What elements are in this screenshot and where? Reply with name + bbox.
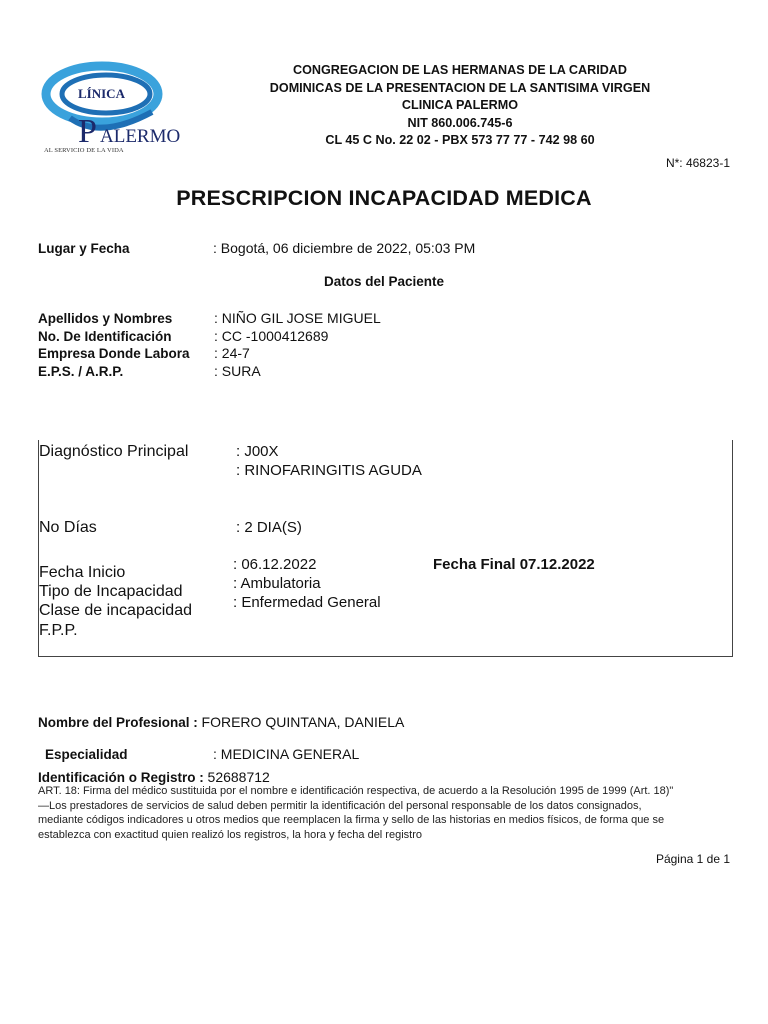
patient-employer-label: Empresa Donde Labora <box>38 346 190 361</box>
start-date-value: : 06.12.2022 <box>233 556 317 573</box>
legal-line: —Los prestadores de servicios de salud deben permitir la identificación del personal responsable de los datos consignados, <box>38 799 642 812</box>
legal-line: ART. 18: Firma del médico sustituida por el nombre e identificación respectiva, de acuerdo a la Resolución 1995 de 1999 (Art. 18)" <box>38 785 674 797</box>
incapacity-class-label: Clase de incapacidad <box>39 602 192 619</box>
incapacity-class-value: : Enfermedad General <box>233 594 381 611</box>
header-line-address: CL 45 C No. 22 02 - PBX 573 77 77 - 742 98 60 <box>325 133 595 147</box>
document-number: N*: 46823-1 <box>665 156 730 170</box>
patient-employer-value: : 24-7 <box>214 345 250 361</box>
professional-id-label: Identificación o Registro : <box>38 770 204 785</box>
header-line-congregation: CONGREGACION DE LAS HERMANAS DE LA CARIDAD <box>293 63 627 77</box>
place-date-value: : Bogotá, 06 diciembre de 2022, 05:03 PM <box>213 240 476 256</box>
header-line-clinic: CLINICA PALERMO <box>401 98 519 112</box>
header-line-dominicas: DOMINICAS DE LA PRESENTACION DE LA SANTISIMA VIRGEN <box>269 80 651 95</box>
patient-eps-value: : SURA <box>214 362 261 379</box>
patient-row-name <box>38 310 381 328</box>
professional-name-value: FORERO QUINTANA, DANIELA <box>201 714 405 730</box>
legal-notice <box>38 784 738 842</box>
patient-data <box>38 310 381 380</box>
place-date-label: Lugar y Fecha <box>38 241 130 256</box>
professional-id-value: 52688712 <box>207 769 270 785</box>
patient-id-value: : CC -1000412689 <box>214 327 329 344</box>
page-number: Página 1 de 1 <box>655 852 730 866</box>
professional-name-row <box>38 714 404 730</box>
patient-row-employer <box>38 345 381 363</box>
patient-row-eps <box>38 363 381 381</box>
diagnosis-name: : RINOFARINGITIS AGUDA <box>236 462 422 479</box>
patient-id-label: No. De Identificación <box>38 328 172 344</box>
patient-section-title: Datos del Paciente <box>323 274 445 289</box>
logo-brand-text: ALERMO <box>100 126 181 147</box>
days-label: No Días <box>39 519 97 536</box>
professional-id-row <box>38 769 270 785</box>
header-line-nit: NIT 860.006.745-6 <box>407 115 513 130</box>
specialty-value: : MEDICINA GENERAL <box>213 746 360 762</box>
fpp-label: F.P.P. <box>39 622 78 639</box>
start-date-label: Fecha Inicio <box>39 564 126 581</box>
diagnosis-box <box>38 440 733 657</box>
incapacity-type-value: : Ambulatoria <box>233 575 321 592</box>
legal-line: establezca con exactitud quien realizó los registros, la hora y fecha del registro <box>38 828 422 841</box>
logo-brand-initial: P <box>78 113 97 150</box>
end-date: Fecha Final 07.12.2022 <box>433 556 595 573</box>
days-value: : 2 DIA(S) <box>236 519 302 536</box>
document-title: PRESCRIPCION INCAPACIDAD MEDICA <box>176 186 592 210</box>
patient-eps-label: E.P.S. / A.R.P. <box>38 363 124 379</box>
legal-line: mediante códigos indicadores u otros medios que reemplacen la firma y sello de las historias en medios físicos, de forma que se <box>38 814 665 827</box>
logo-tagline: AL SERVICIO DE LA VIDA <box>44 147 124 154</box>
patient-row-id <box>38 328 381 346</box>
diagnosis-label: Diagnóstico Principal <box>39 443 189 460</box>
clinic-header <box>230 62 690 150</box>
logo-top-text: LÍNICA <box>78 86 125 101</box>
patient-name-label: Apellidos y Nombres <box>38 311 173 326</box>
professional-name-label: Nombre del Profesional : <box>38 715 198 730</box>
patient-name-value: : NIÑO GIL JOSE MIGUEL <box>214 310 381 326</box>
diagnosis-code: : J00X <box>236 443 279 460</box>
incapacity-type-label: Tipo de Incapacidad <box>39 583 183 600</box>
specialty-label: Especialidad <box>45 747 128 762</box>
